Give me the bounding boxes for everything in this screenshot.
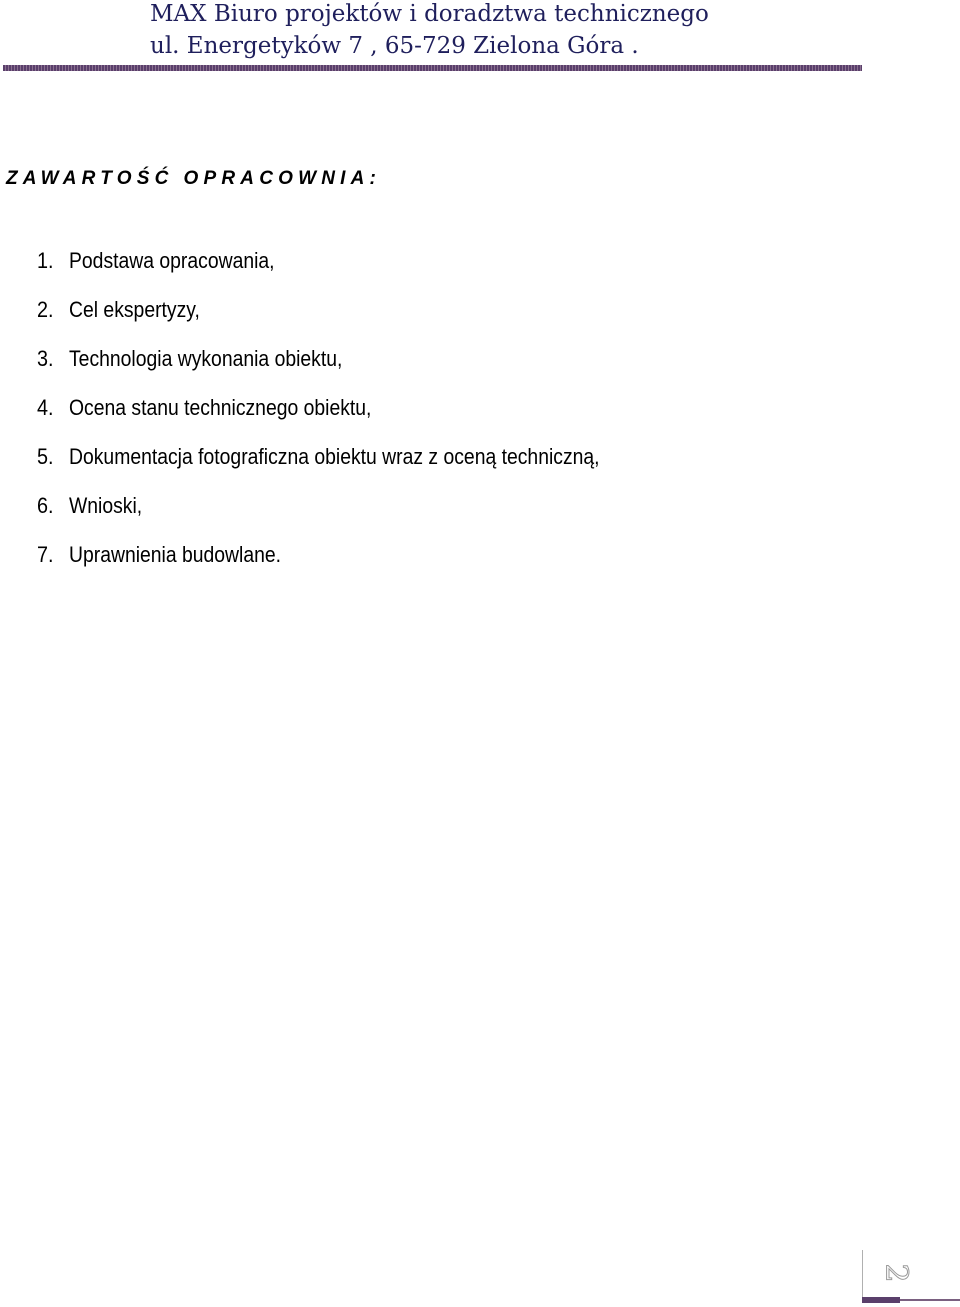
toc-item-text: Dokumentacja fotograficzna obiektu wraz z oceną techniczną, bbox=[69, 444, 600, 469]
toc-item-number: 6. bbox=[37, 493, 54, 518]
toc-item-text: Uprawnienia budowlane. bbox=[69, 542, 282, 567]
toc-item-text: Podstawa opracowania, bbox=[69, 248, 275, 273]
toc-item-text: Cel ekspertyzy, bbox=[69, 297, 200, 322]
toc-heading bbox=[6, 168, 381, 190]
page-header bbox=[0, 0, 960, 72]
company-name: MAX Biuro projektów i doradztwa technicznego bbox=[150, 1, 709, 27]
page-number: 2 bbox=[878, 1263, 914, 1283]
toc-item-number: 1. bbox=[37, 248, 54, 273]
toc-item-text: Wnioski, bbox=[69, 493, 143, 518]
page-number-divider bbox=[862, 1250, 863, 1300]
page-number-box bbox=[862, 1250, 960, 1307]
toc-item-number: 4. bbox=[37, 395, 54, 420]
company-address: ul. Energetyków 7 , 65-729 Zielona Góra . bbox=[150, 33, 639, 59]
toc-item-number: 7. bbox=[37, 542, 54, 567]
toc-item-number: 5. bbox=[37, 444, 54, 469]
toc-item-text: Ocena stanu technicznego obiektu, bbox=[69, 395, 372, 420]
footer-bar bbox=[862, 1297, 900, 1303]
footer-rule bbox=[900, 1299, 960, 1301]
toc-heading-word: ZAWARTOŚĆ bbox=[6, 168, 174, 189]
header-rule bbox=[3, 65, 862, 71]
toc-item-number: 3. bbox=[37, 346, 54, 371]
toc-item-text: Technologia wykonania obiektu, bbox=[69, 346, 343, 371]
toc-item-number: 2. bbox=[37, 297, 54, 322]
toc-heading-word: OPRACOWNIA: bbox=[183, 168, 382, 189]
